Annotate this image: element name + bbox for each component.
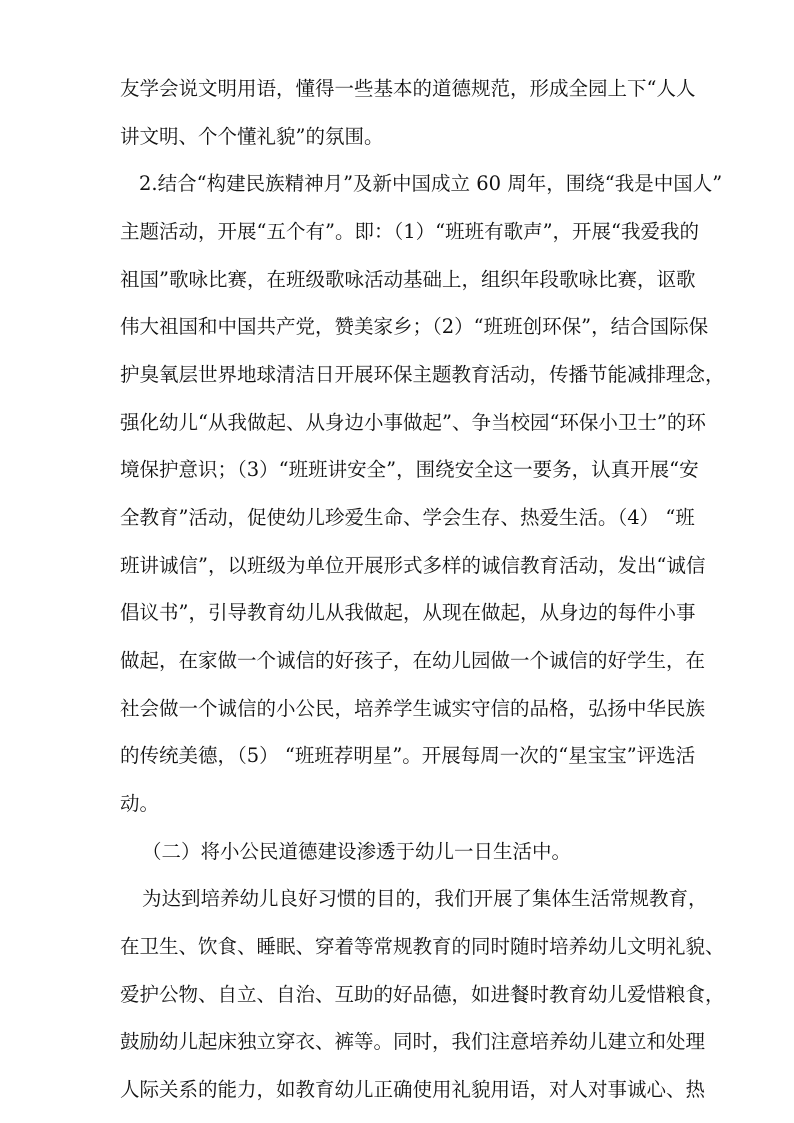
paragraph-line: 鼓励幼儿起床独立穿衣、裤等。同时，我们注意培养幼儿建立和处理: [120, 1030, 706, 1053]
paragraph-line: 护臭氧层世界地球清洁日开展环保主题教育活动，传播节能减排理念，: [120, 363, 725, 386]
paragraph-line: 爱护公物、自立、自治、互助的好品德，如进餐时教育幼儿爱惜粮食，: [120, 983, 725, 1006]
paragraph-line: 为达到培养幼儿良好习惯的目的，我们开展了集体生活常规教育，: [142, 887, 708, 910]
paragraph-line: 在卫生、饮食、睡眠、穿着等常规教育的同时随时培养幼儿文明礼貌、: [120, 935, 725, 958]
paragraph-line: 强化幼儿“从我做起、从身边小事做起”、争当校园“环保小卫士”的环: [120, 411, 706, 434]
paragraph-line: 2.结合“构建民族精神月”及新中国成立 60 周年，围绕“我是中国人”: [139, 172, 723, 195]
paragraph-line: 境保护意识；（3）“班班讲安全”，围绕安全这一要务，认真开展“安: [120, 458, 699, 481]
paragraph-line: 祖国”歌咏比赛，在班级歌咏活动基础上，组织年段歌咏比赛，讴歌: [120, 268, 696, 291]
paragraph-line: 友学会说文明用语，懂得一些基本的道德规范，形成全园上下“人人: [120, 77, 696, 100]
paragraph-line: 动。: [120, 792, 160, 815]
paragraph-line: 做起，在家做一个诚信的好孩子，在幼儿园做一个诚信的好学生，在: [120, 649, 706, 672]
paragraph-line: 全教育”活动，促使幼儿珍爱生命、学会生存、热爱生活。（4） “班: [120, 506, 695, 529]
paragraph-line: 伟大祖国和中国共产党，赞美家乡；（2）“班班创环保”，结合国际保: [120, 315, 709, 338]
paragraph-line: 班讲诚信”，以班级为单位开展形式多样的诚信教育活动，发出“诚信: [120, 554, 706, 577]
paragraph-line: 的传统美德，（5） “班班荐明星”。开展每周一次的“星宝宝”评选活: [120, 744, 696, 767]
section-heading: （二）将小公民道德建设渗透于幼儿一日生活中。: [142, 840, 572, 863]
paragraph-line: 人际关系的能力，如教育幼儿正确使用礼貌用语，对人对事诚心、热: [120, 1078, 706, 1101]
paragraph-line: 讲文明、个个懂礼貌”的氛围。: [120, 125, 384, 148]
paragraph-line: 社会做一个诚信的小公民，培养学生诚实守信的品格，弘扬中华民族: [120, 697, 706, 720]
paragraph-line: 倡议书”，引导教育幼儿从我做起，从现在做起，从身边的每件小事: [120, 601, 696, 624]
paragraph-line: 主题活动，开展“五个有”。即：（1）“班班有歌声”，开展“我爱我的: [120, 220, 700, 243]
